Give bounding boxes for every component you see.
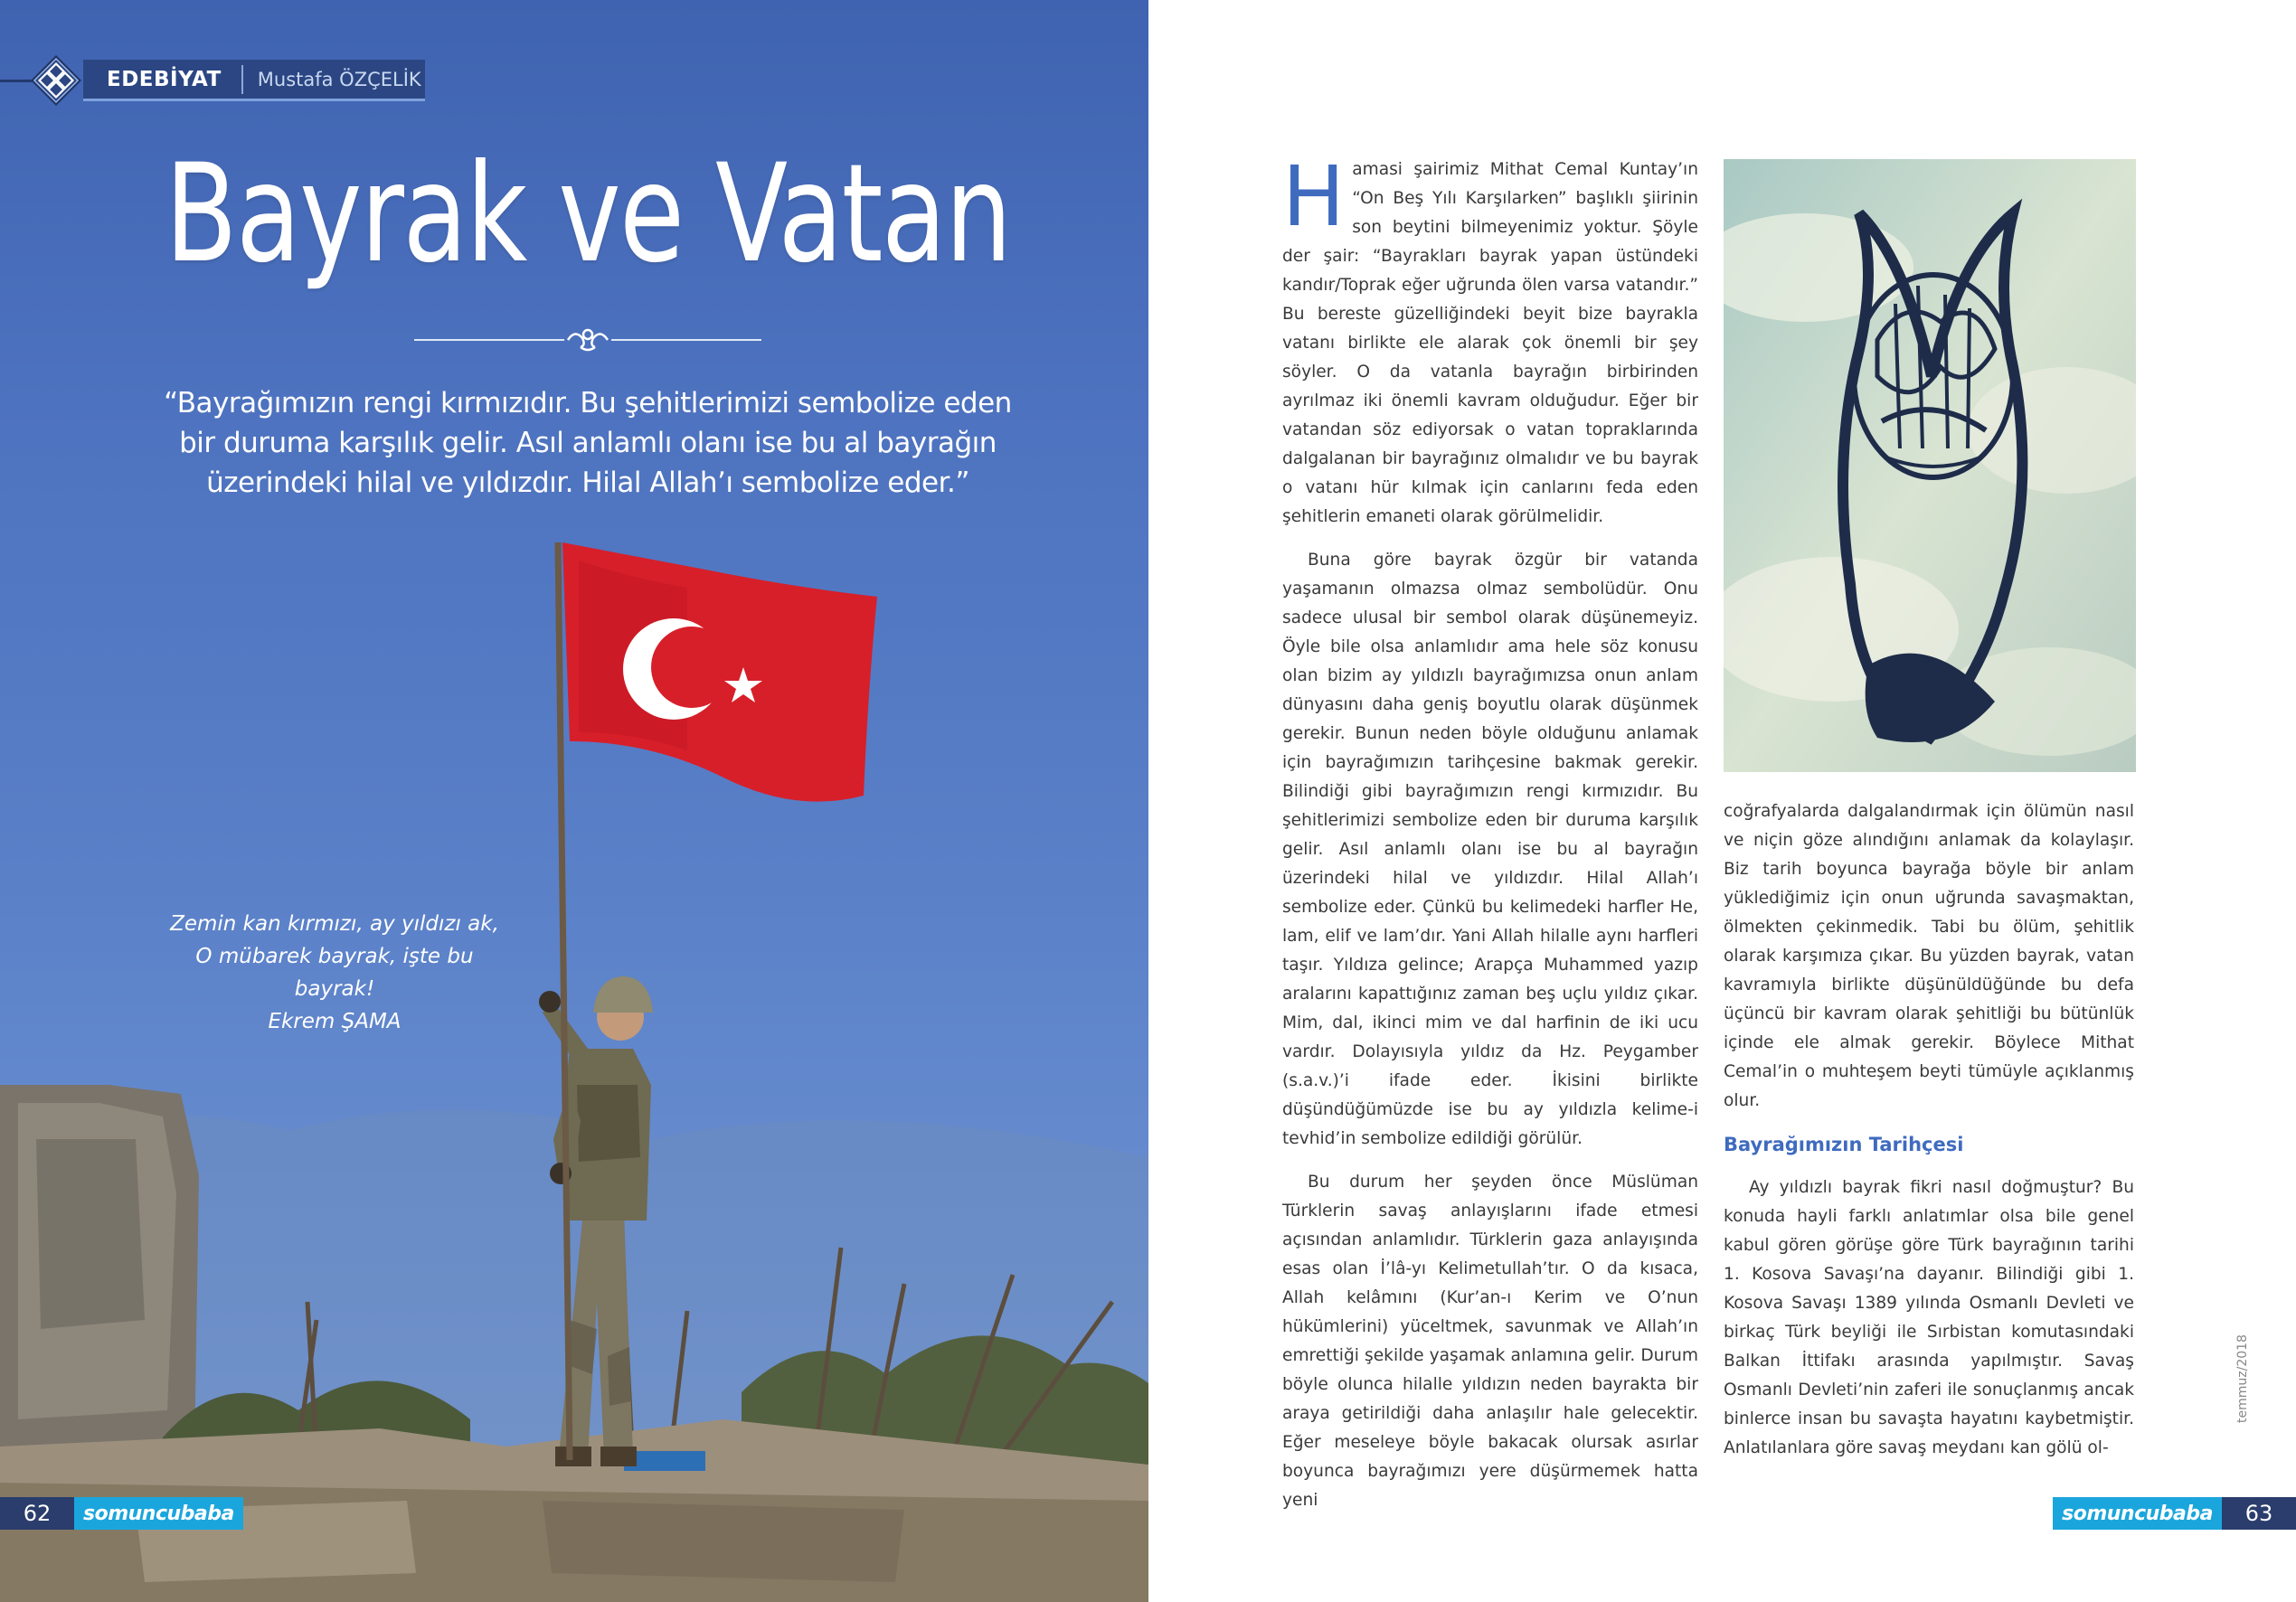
paragraph-5: Ay yıldızlı bayrak fikri nasıl doğmuştur? Bu konuda hayli farklı anlatımlar olsa bile genel kabul gören görüşe göre Türk bayrağının tarihi 1. Kosova Savaşı’na dayanır. Bilindiği gibi 1. Kosova Savaşı 1389 yılında Osmanlı Devleti ve birkaç Türk beyliği ile Sırbistan komutasındaki Balkan İttifakı arasında yapılmıştır. Savaş Osmanlı Devleti’nin zaferi ile sonuçlanmış ancak binlerce insan bu savaşta hayatını kaybetmiştir. Anlatılanlara göre savaş meydanı kan gölü ol- [1724, 1178, 2134, 1457]
poem-quote [163, 908, 506, 1038]
section-label: EDEBİYAT [107, 67, 222, 91]
cover-photo [0, 506, 1148, 1602]
poem-line-1: Zemin kan kırmızı, ay yıldızı ak, [170, 912, 499, 936]
article-column-1 [1282, 148, 1698, 1530]
article-column-2 [1724, 797, 2134, 1477]
poem-line-2: O mübarek bayrak, işte bu bayrak! [195, 945, 474, 1001]
page-number-right: 63 [2222, 1497, 2296, 1530]
paragraph-1-text: amasi şairimiz Mithat Cemal Kuntay’ın “On Beş Yılı Karşılarken” başlıklı şiirinin son beytini bilmeyenimiz yoktur. Şöyle der şair: “Bayrakları bayrak yapan üstündeki kandır/Toprak eğer uğrunda ölen varsa vatandır.” Bu bereste güzelliğindeki beyit bize bayrakla vatanı birlikte ele alarak çok önemli bir şey söyler. O da vatanla bayrağın birbirinden ayrılmaz iki önemli kavram olduğudur. Eğer bir vatandan söz ediyorsak o vatan topraklarında dalgalanan bir bayrağınız olmalıdır ve bu bayrak o vatanı hür kılmak için canlarını feda eden şehitlerin emaneti olarak görülmelidir. [1282, 160, 1698, 526]
poem-poet: Ekrem ŞAMA [268, 1010, 402, 1033]
paragraph-2: Buna göre bayrak özgür bir vatanda yaşamanın olmazsa olmaz sembolüdür. Onu sadece ulusal bir sembol olarak düşünemeyiz. Öyle bile olsa anlamlıdır ama hele söz konusu olan bizim ay yıldızlı bayrağımızsa onun anlam dünyasını daha geniş boyutlu olarak düşünmek gerekir. Bunun neden böyle olduğunu anlamak için bayrağımızın tarihçesine bakmak gerekir. Bilindiği gibi bayrağımızın rengi kırmızıdır. Bu şehitlerimizi sembolize eden bir duruma karşılık gelir. Asıl anlamlı olanı ise bu al bayrağın üzerindeki hilal ve yıldızdır. Hilal Allah’ı sembolize eder. Çünkü bu kelimedeki harfler He, lam, elif ve lam’dır. Yani Allah hilalle aynı harfleri taşır. Yıldıza gelince; Arapça Muhammed yazıp aralarını kapattığınız zaman beş uçlu yıldız çıkar. Mim, dal, ikinci mim ve dal harfinin de iki ucu vardır. Dolayısıyla yıldız da Hz. Peygamber (s.a.v.)’i ifade eder. İkisini birlikte düşündüğümüzde ise bu ay yıldızla kelime-i tevhid’in sembolize edildiği görülür. [1282, 551, 1698, 1148]
page-number-left: 62 [0, 1497, 74, 1530]
issue-date: temmuz/2018 [2235, 1334, 2250, 1423]
paragraph-3: Bu durum her şeyden önce Müslüman Türklerin savaş anlayışlarını ifade etmesi açısından anlamlıdır. Türklerin gaza anlayışında esas olan İ’lâ-yı Kelimetullah’tır. O da kısaca, Allah kelâmını (Kur’an-ı Kerim ve O’nun hükümlerini) yüceltmek, savunmak ve Allah’ın emrettiği şekilde yaşamak anlamına gelir. Durum böyle olunca hilalle yıldızın neden bayrakta bir araya getirildiği daha anlaşılır hale gelecektir. Eğer meseleye böyle bakacak olursak asırlar boyunca bayrağımızı yere düşürmemek hatta yeni [1282, 1173, 1698, 1510]
ornament-badge-icon [29, 53, 83, 108]
dropcap: H [1282, 148, 1346, 245]
paragraph-1 [1282, 148, 1698, 532]
section-tag [0, 60, 425, 101]
right-page [1148, 0, 2296, 1602]
brand-logo-left: somuncubaba [74, 1497, 243, 1530]
article-title: Bayrak ve Vatan [165, 136, 1011, 293]
footer-left [0, 1497, 243, 1530]
brand-logo-right: somuncubaba [2053, 1497, 2222, 1530]
title-ornament-icon [414, 322, 761, 354]
paragraph-4: coğrafyalarda dalgalandırmak için ölümün nasıl ve niçin göze alındığını anlamak da kolaylaşır. Biz tarih boyunca bayrağa böyle bir anlam yüklediğimiz için onun uğrunda savaşmaktan, ölmekten çekinmedik. Tabi bu ölüm, şehitlik olarak karşımıza çıkar. Bu yüzden bayrak, vatan kavramıyla birlikte düşünüldüğünde bu defa üçüncü bir kavram olarak şehitliği bu bütünlük içinde ele almak gerekir. Böylece Mithat Cemal’in o muhteşem beyti tümüyle açıklanmış olur. [1724, 802, 2134, 1110]
footer-right [2053, 1497, 2296, 1530]
tag-box [83, 60, 425, 101]
author-name: Mustafa ÖZÇELİK [257, 68, 421, 90]
section-heading: Bayrağımızın Tarihçesi [1724, 1134, 1964, 1155]
lead-quote: “Bayrağımızın rengi kırmızıdır. Bu şehitlerimizi sembolize eden bir duruma karşılık gelir. Asıl anlamlı olanı ise bu al bayrağın üzerindeki hilal ve yıldızdır. Hilal Allah’ı sembolize eder.” [164, 387, 1012, 499]
calligraphy-image [1724, 159, 2136, 772]
